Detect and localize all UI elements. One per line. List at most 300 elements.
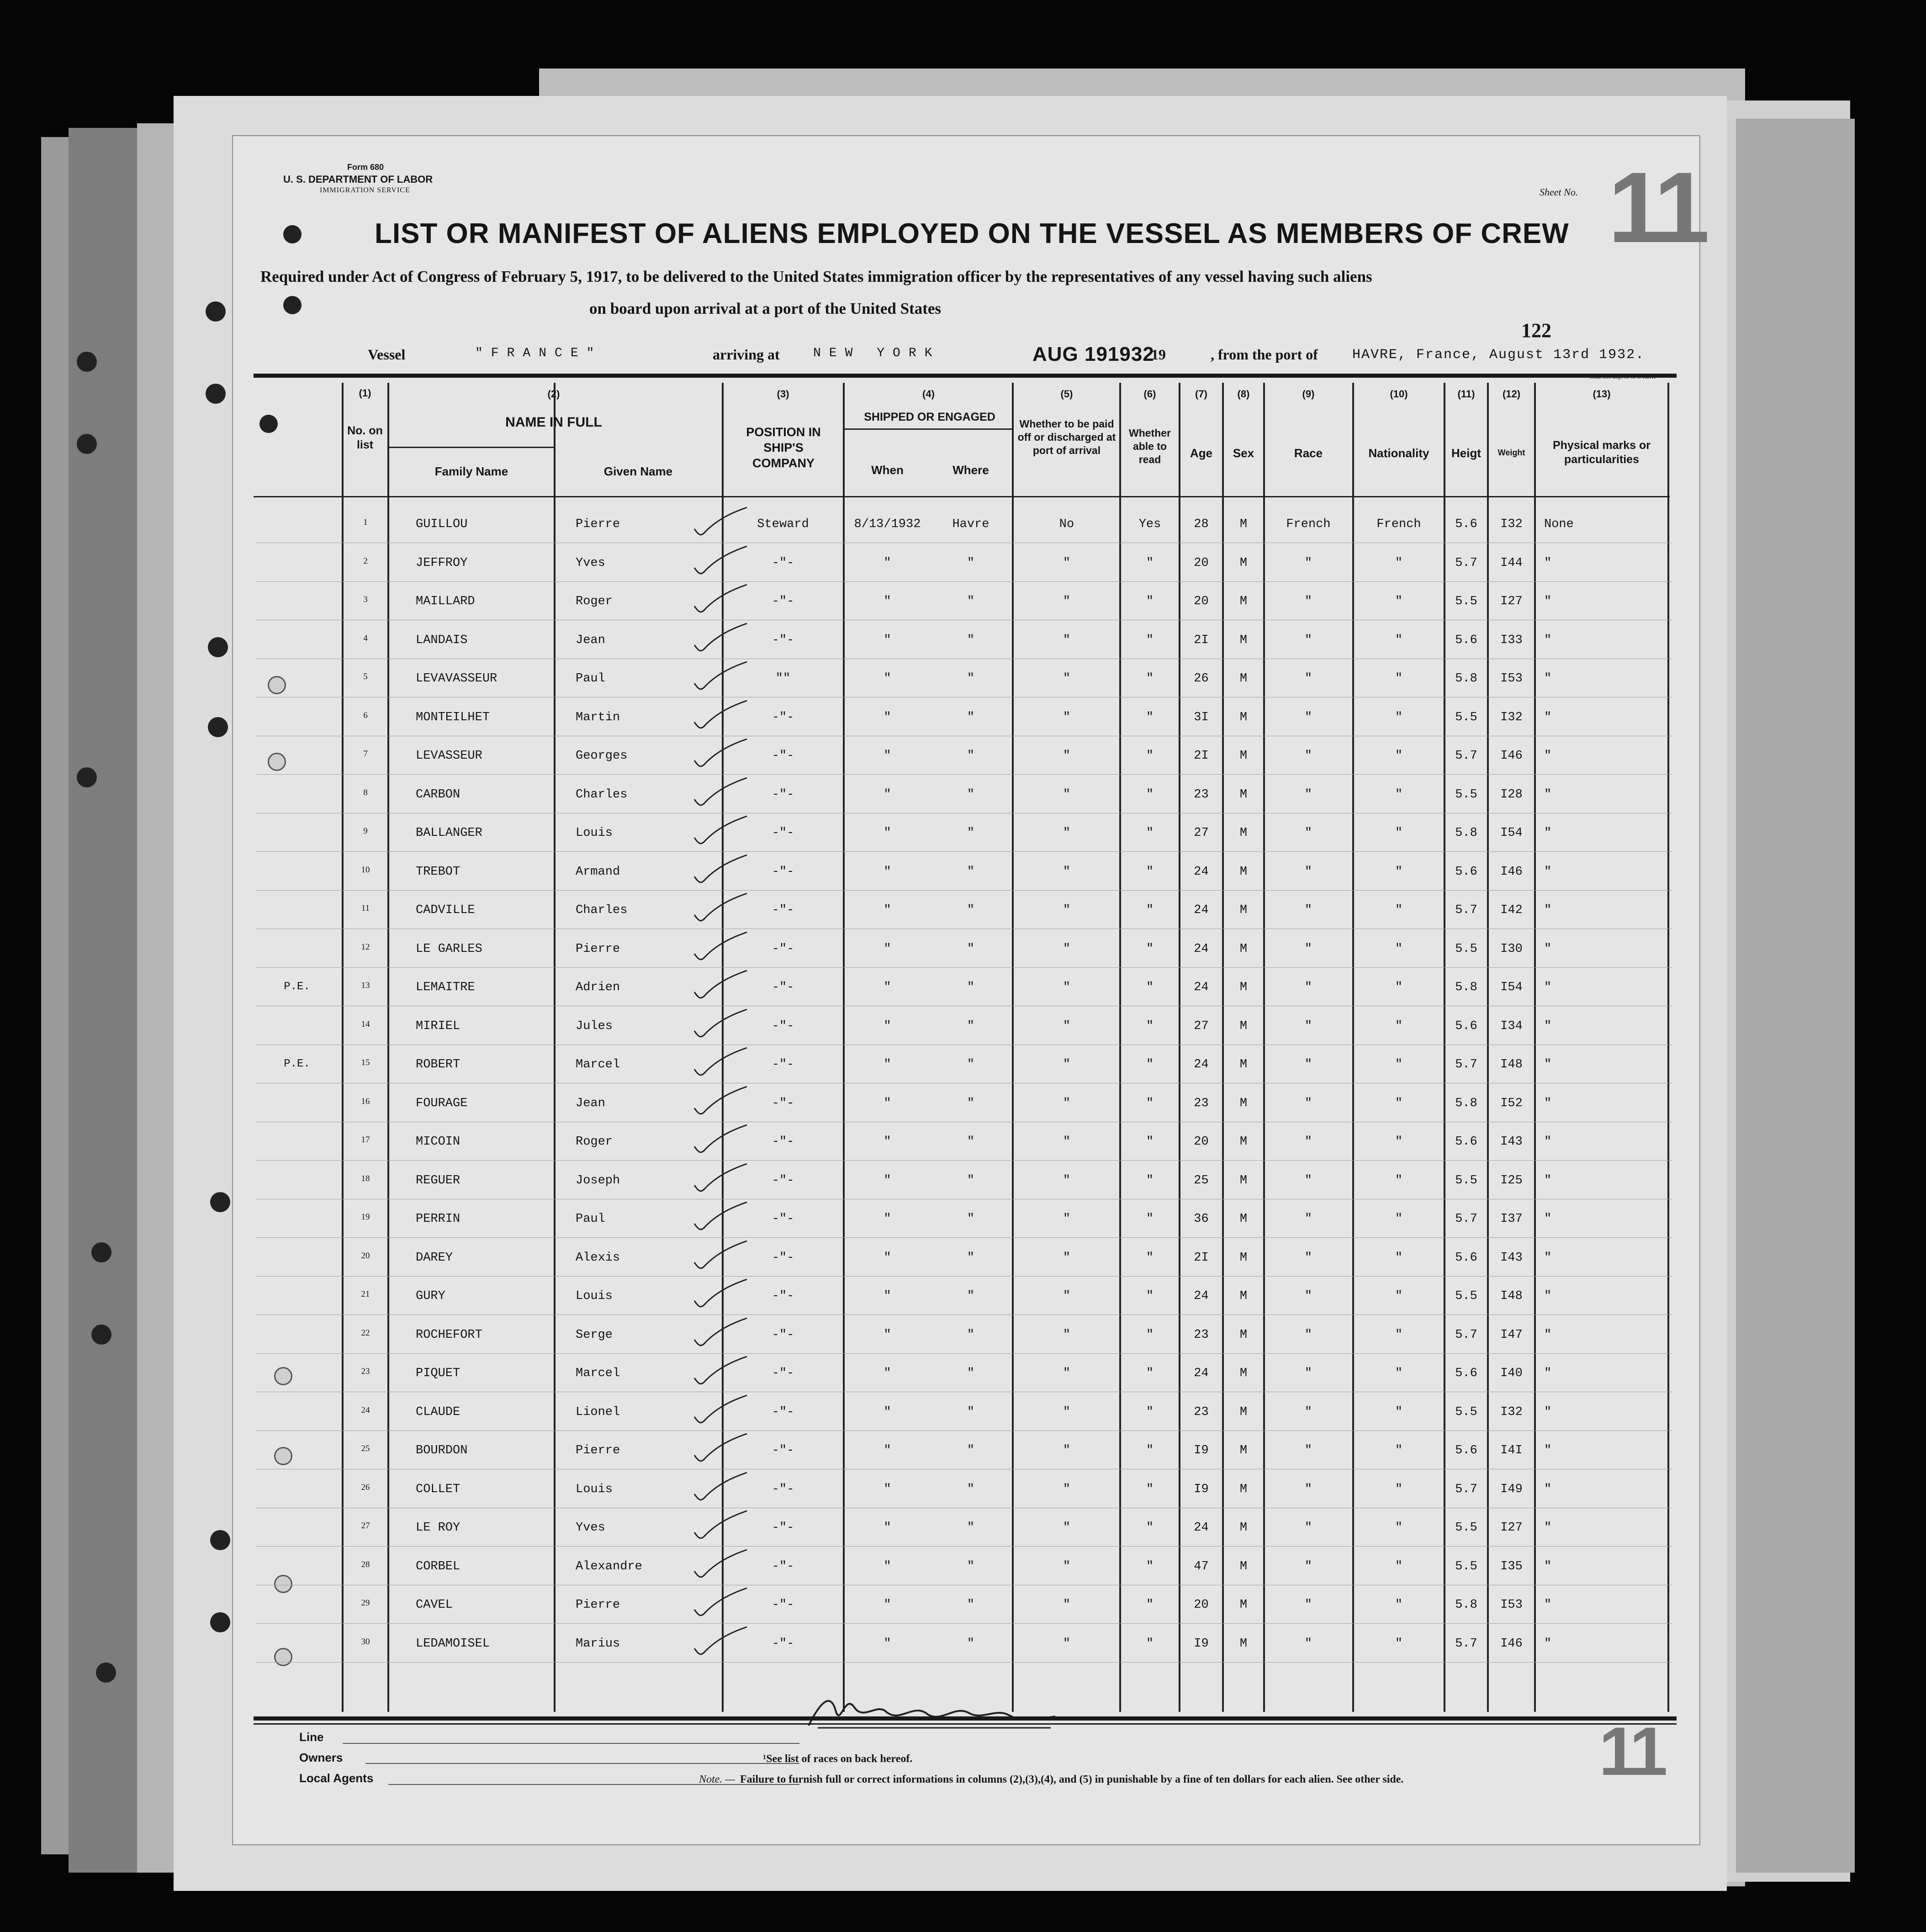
family-name: MAILLARD (416, 595, 475, 608)
check-mark (690, 1507, 749, 1544)
nationality: " (1395, 1019, 1403, 1033)
physical-marks: " (1544, 1096, 1552, 1110)
given-name: Yves (576, 1521, 605, 1535)
age: 25 (1194, 1173, 1209, 1188)
able-to-read: " (1146, 1058, 1154, 1072)
height: 5.5 (1455, 1173, 1477, 1188)
top-rule (254, 374, 1677, 378)
row-divider (256, 1623, 1672, 1624)
given-name: Joseph (576, 1173, 620, 1188)
weight: I40 (1500, 1367, 1523, 1380)
able-to-read: " (1146, 710, 1154, 724)
nationality: " (1395, 595, 1403, 608)
row-note: P.E. (284, 981, 310, 993)
given-name: Pierre (576, 517, 620, 531)
handwritten-signature (804, 1684, 1060, 1735)
row-number: 19 (361, 1212, 370, 1222)
physical-marks: " (1544, 1598, 1552, 1612)
position: -"- (772, 981, 794, 994)
position: "" (775, 672, 791, 686)
column-divider (1263, 383, 1265, 1712)
position: -"- (772, 1405, 794, 1419)
age: 20 (1194, 1135, 1209, 1149)
given-name: Louis (576, 826, 613, 840)
race: " (1304, 787, 1312, 802)
age: I9 (1194, 1444, 1209, 1457)
shipped-when: " (884, 942, 891, 956)
height: 5.7 (1455, 749, 1477, 763)
column-header-when: When (871, 463, 904, 477)
sex: M (1239, 517, 1248, 531)
check-mark (690, 851, 749, 888)
shipped-when: " (884, 672, 891, 686)
given-name: Marius (576, 1636, 620, 1651)
nationality: " (1395, 672, 1403, 686)
physical-marks: " (1544, 710, 1552, 724)
row-number: 18 (361, 1173, 370, 1183)
physical-marks: " (1544, 633, 1552, 647)
shipped-when: " (884, 1405, 891, 1419)
height: 5.5 (1455, 1521, 1477, 1535)
arrival-port: NEW YORK (813, 346, 941, 360)
column-divider (1012, 383, 1014, 1712)
paid-off: " (1063, 1251, 1071, 1265)
physical-marks: " (1544, 1636, 1552, 1651)
shipped-where: " (967, 633, 975, 647)
row-number: 9 (363, 826, 368, 836)
check-mark (690, 1314, 749, 1351)
nationality: " (1395, 865, 1403, 879)
age: 3I (1194, 710, 1209, 724)
sheet-number-bottom: 11 (1599, 1713, 1664, 1789)
row-divider (256, 1160, 1672, 1161)
weight: I47 (1500, 1328, 1523, 1342)
shipped-when: " (884, 1598, 891, 1612)
binder-hole (210, 1530, 230, 1550)
row-number: 11 (361, 903, 370, 913)
age: I9 (1194, 1636, 1209, 1651)
shipped-where: " (967, 826, 975, 840)
fill-line (388, 1784, 799, 1785)
height: 5.7 (1455, 1328, 1477, 1342)
position: -"- (772, 1289, 794, 1303)
shipped-where: " (967, 1367, 975, 1380)
column-divider (843, 383, 845, 1712)
position: -"- (772, 710, 794, 724)
column-header-physical-marks: Physical marks or particularities (1552, 439, 1651, 466)
sex: M (1239, 903, 1248, 917)
position: -"- (772, 942, 794, 956)
given-name: Charles (576, 787, 628, 802)
able-to-read: " (1146, 1019, 1154, 1033)
physical-marks: " (1544, 1212, 1552, 1226)
shipped-where: " (967, 1405, 975, 1419)
row-divider (256, 1314, 1672, 1315)
shipped-when: " (884, 1367, 891, 1380)
able-to-read: " (1146, 1096, 1154, 1110)
position: -"- (772, 1096, 794, 1110)
column-number: (2) (547, 388, 560, 400)
given-name: Georges (576, 749, 628, 763)
nationality: French (1376, 517, 1421, 531)
family-name: LEDAMOISEL (416, 1636, 490, 1651)
age: 24 (1194, 865, 1209, 879)
weight: I46 (1500, 865, 1523, 879)
race: " (1304, 1135, 1312, 1149)
sheet-number: 11 (1608, 151, 1705, 264)
given-name: Adrien (576, 981, 620, 994)
family-name: LEVASSEUR (416, 749, 482, 763)
nationality: " (1395, 710, 1403, 724)
physical-marks: " (1544, 1405, 1552, 1419)
race: " (1304, 556, 1312, 570)
shipped-when: " (884, 1521, 891, 1535)
weight: I54 (1500, 981, 1523, 994)
row-number: 15 (361, 1058, 370, 1067)
date-stamp: AUG 191932 (1032, 343, 1154, 365)
physical-marks: " (1544, 749, 1552, 763)
column-header-no-on-list: No. on list (347, 424, 383, 452)
able-to-read: " (1146, 1173, 1154, 1188)
row-divider (256, 1237, 1672, 1238)
binder-hole (91, 1242, 111, 1262)
shipped-where: " (967, 1636, 975, 1651)
family-name: MONTEILHET (416, 710, 490, 724)
age: I9 (1194, 1482, 1209, 1496)
race: " (1304, 1367, 1312, 1380)
family-name: CARBON (416, 787, 460, 802)
row-number: 30 (361, 1636, 370, 1647)
column-divider (1119, 383, 1121, 1712)
weight: I48 (1500, 1058, 1523, 1072)
shipped-when: " (884, 1135, 891, 1149)
row-number: 29 (361, 1598, 370, 1608)
race: " (1304, 1058, 1312, 1072)
binder-hole (96, 1663, 116, 1683)
binder-hole (208, 637, 228, 657)
column-header-age: Age (1190, 446, 1213, 460)
nationality: " (1395, 1482, 1403, 1496)
paid-off: " (1063, 865, 1071, 879)
race: " (1304, 1212, 1312, 1226)
check-mark (690, 697, 749, 734)
check-mark (690, 967, 749, 1003)
column-divider (1444, 383, 1445, 1712)
paid-off: " (1063, 1636, 1071, 1651)
departure-port: HAVRE, France, August 13rd 1932. (1352, 347, 1645, 363)
weight: I43 (1500, 1251, 1523, 1265)
age: 36 (1194, 1212, 1209, 1226)
subtitle-line-2: on board upon arrival at a port of the United States (589, 300, 942, 317)
paid-off: " (1063, 1598, 1071, 1612)
given-name: Martin (576, 710, 620, 724)
height: 5.7 (1455, 903, 1477, 917)
shipped-when: " (884, 633, 891, 647)
sex: M (1239, 710, 1248, 724)
check-mark (690, 504, 749, 540)
height: 5.7 (1455, 1212, 1477, 1226)
shipped-where: " (967, 1289, 975, 1303)
weight: I33 (1500, 633, 1523, 647)
weight: I32 (1500, 1405, 1523, 1419)
arriving-label: arriving at (713, 346, 780, 363)
race: French (1286, 517, 1331, 531)
row-number: 23 (361, 1367, 370, 1376)
sex: M (1239, 826, 1248, 840)
race: " (1304, 633, 1312, 647)
column-header-paid-off: Whether to be paid off or discharged at port of arrival (1017, 418, 1116, 456)
shipped-when: 8/13/1932 (854, 517, 921, 531)
physical-marks: " (1544, 1173, 1552, 1188)
shipped-when: " (884, 1328, 891, 1342)
race: " (1304, 1328, 1312, 1342)
row-number: 25 (361, 1444, 370, 1453)
race: " (1304, 710, 1312, 724)
paid-off: " (1063, 1019, 1071, 1033)
shipped-where: " (967, 595, 975, 608)
shipped-where: Havre (952, 517, 989, 531)
paid-off: " (1063, 1367, 1071, 1380)
able-to-read: " (1146, 1636, 1154, 1651)
shipped-where: " (967, 942, 975, 956)
family-name: DAREY (416, 1251, 453, 1265)
column-number: (13) (1593, 388, 1611, 400)
height: 5.7 (1455, 556, 1477, 570)
shipped-where: " (967, 1521, 975, 1535)
given-name: Yves (576, 556, 605, 570)
physical-marks: " (1544, 672, 1552, 686)
height: 5.5 (1455, 1405, 1477, 1419)
age: 28 (1194, 517, 1209, 531)
weight: I49 (1500, 1482, 1523, 1496)
paid-off: " (1063, 981, 1071, 994)
header-divider (388, 447, 555, 448)
paid-off: " (1063, 672, 1071, 686)
position: -"- (772, 1135, 794, 1149)
check-mark (690, 1121, 749, 1158)
check-mark (690, 1392, 749, 1428)
column-number: (9) (1302, 388, 1315, 400)
paid-off: " (1063, 633, 1071, 647)
sex: M (1239, 633, 1248, 647)
weight: I32 (1500, 517, 1523, 531)
binder-hole (268, 676, 286, 694)
column-number: (11) (1457, 388, 1475, 400)
position: -"- (772, 633, 794, 647)
position: -"- (772, 1559, 794, 1573)
physical-marks: " (1544, 865, 1552, 879)
height: 5.6 (1455, 1019, 1477, 1033)
paid-off: " (1063, 1521, 1071, 1535)
height: 5.8 (1455, 826, 1477, 840)
height: 5.7 (1455, 1636, 1477, 1651)
department-name: U. S. DEPARTMENT OF LABOR (283, 174, 433, 185)
given-name: Jean (576, 633, 605, 647)
bottom-rule (254, 1723, 1677, 1725)
family-name: BALLANGER (416, 826, 482, 840)
column-header-position: POSITION IN SHIP'S COMPANY (746, 425, 821, 470)
paid-off: " (1063, 1482, 1071, 1496)
family-name: GURY (416, 1289, 445, 1303)
sex: M (1239, 1019, 1248, 1033)
nationality: " (1395, 787, 1403, 802)
row-number: 27 (361, 1521, 370, 1531)
check-mark (690, 929, 749, 965)
row-divider (256, 581, 1672, 582)
weight: I46 (1500, 1636, 1523, 1651)
paid-off: " (1063, 1444, 1071, 1457)
shipped-when: " (884, 1251, 891, 1265)
paid-off: " (1063, 1173, 1071, 1188)
row-number: 16 (361, 1096, 370, 1106)
row-note: P.E. (284, 1058, 310, 1070)
age: 23 (1194, 1096, 1209, 1110)
row-number: 28 (361, 1559, 370, 1569)
family-name: ROCHEFORT (416, 1328, 482, 1342)
able-to-read: " (1146, 1367, 1154, 1380)
row-divider (256, 1546, 1672, 1547)
check-mark (690, 1198, 749, 1235)
shipped-where: " (967, 556, 975, 570)
row-number: 3 (363, 595, 368, 604)
age: 2I (1194, 1251, 1209, 1265)
row-number: 4 (363, 633, 368, 643)
family-name: MICOIN (416, 1135, 460, 1149)
binder-hole (274, 1367, 292, 1385)
given-name: Armand (576, 865, 620, 879)
given-name: Roger (576, 1135, 613, 1149)
fill-line (343, 1743, 799, 1744)
binder-hole (259, 415, 278, 433)
able-to-read: " (1146, 1328, 1154, 1342)
paid-off: " (1063, 1135, 1071, 1149)
race: " (1304, 981, 1312, 994)
family-name: PERRIN (416, 1212, 460, 1226)
family-name: CADVILLE (416, 903, 475, 917)
given-name: Pierre (576, 1598, 620, 1612)
column-number: (6) (1143, 388, 1156, 400)
physical-marks: " (1544, 1135, 1552, 1149)
race: " (1304, 1173, 1312, 1188)
paid-off: " (1063, 1212, 1071, 1226)
height: 5.5 (1455, 1289, 1477, 1303)
race: " (1304, 595, 1312, 608)
position: -"- (772, 595, 794, 608)
column-number: (7) (1195, 388, 1207, 400)
family-name: ROBERT (416, 1058, 460, 1072)
row-number: 17 (361, 1135, 370, 1145)
sex: M (1239, 1328, 1248, 1342)
paid-off: " (1063, 1096, 1071, 1110)
shipped-when: " (884, 981, 891, 994)
age: 27 (1194, 1019, 1209, 1033)
shipped-where: " (967, 1173, 975, 1188)
paid-off: " (1063, 1559, 1071, 1573)
height: 5.6 (1455, 1444, 1477, 1457)
nationality: " (1395, 1289, 1403, 1303)
binder-hole (283, 296, 302, 314)
row-number: 13 (361, 981, 370, 990)
binder-hole (274, 1575, 292, 1593)
family-name: LEVAVASSEUR (416, 672, 497, 686)
age: 2I (1194, 633, 1209, 647)
row-divider (256, 851, 1672, 852)
shipped-when: " (884, 1173, 891, 1188)
local-agents-label: Local Agents (299, 1771, 374, 1785)
column-divider (1667, 383, 1669, 1712)
weight: I27 (1500, 595, 1523, 608)
paid-off: " (1063, 1328, 1071, 1342)
age: 26 (1194, 672, 1209, 686)
physical-marks: " (1544, 1482, 1552, 1496)
family-name: JEFFROY (416, 556, 468, 570)
position: -"- (772, 1058, 794, 1072)
position: -"- (772, 826, 794, 840)
able-to-read: " (1146, 1598, 1154, 1612)
note-text: Failure to furnish full or correct informations in columns (2),(3),(4), and (5) in punishable by a fine of ten dollars for each alien. See other side. (740, 1774, 1404, 1785)
given-name: Roger (576, 595, 613, 608)
weight: I44 (1500, 556, 1523, 570)
given-name: Charles (576, 903, 628, 917)
shipped-where: " (967, 1444, 975, 1457)
row-number: 26 (361, 1482, 370, 1492)
weight: I32 (1500, 710, 1523, 724)
nationality: " (1395, 1521, 1403, 1535)
weight: I53 (1500, 672, 1523, 686)
height: 5.8 (1455, 672, 1477, 686)
family-name: BOURDON (416, 1444, 468, 1457)
shipped-when: " (884, 787, 891, 802)
column-header-given-name: Given Name (603, 465, 673, 478)
column-number: (8) (1237, 388, 1250, 400)
form-number: Form 680 (347, 163, 384, 172)
binder-hole (283, 225, 302, 243)
able-to-read: " (1146, 826, 1154, 840)
age: 2I (1194, 749, 1209, 763)
row-number: 21 (361, 1289, 370, 1299)
weight: I42 (1500, 903, 1523, 917)
column-divider (1222, 383, 1224, 1712)
sex: M (1239, 981, 1248, 994)
shipped-where: " (967, 1598, 975, 1612)
height: 5.8 (1455, 981, 1477, 994)
page-number: 122 (1521, 319, 1551, 342)
binder-hole (77, 767, 97, 787)
paid-off: " (1063, 1289, 1071, 1303)
nationality: " (1395, 1328, 1403, 1342)
row-number: 5 (363, 672, 368, 681)
able-to-read: " (1146, 556, 1154, 570)
sex: M (1239, 672, 1248, 686)
shipped-where: " (967, 903, 975, 917)
check-mark (690, 813, 749, 849)
sex: M (1239, 1559, 1248, 1573)
column-header-race: Race (1294, 446, 1323, 460)
column-number: (3) (777, 388, 789, 400)
row-number: 10 (361, 865, 370, 875)
shipped-where: " (967, 981, 975, 994)
binder-hole (77, 434, 97, 454)
sex: M (1239, 1482, 1248, 1496)
family-name: LE GARLES (416, 942, 482, 956)
column-header-family-name: Family Name (434, 465, 508, 478)
weight: I28 (1500, 787, 1523, 802)
given-name: Louis (576, 1289, 613, 1303)
nationality: " (1395, 942, 1403, 956)
row-number: 12 (361, 942, 370, 952)
nationality: " (1395, 981, 1403, 994)
age: 24 (1194, 903, 1209, 917)
